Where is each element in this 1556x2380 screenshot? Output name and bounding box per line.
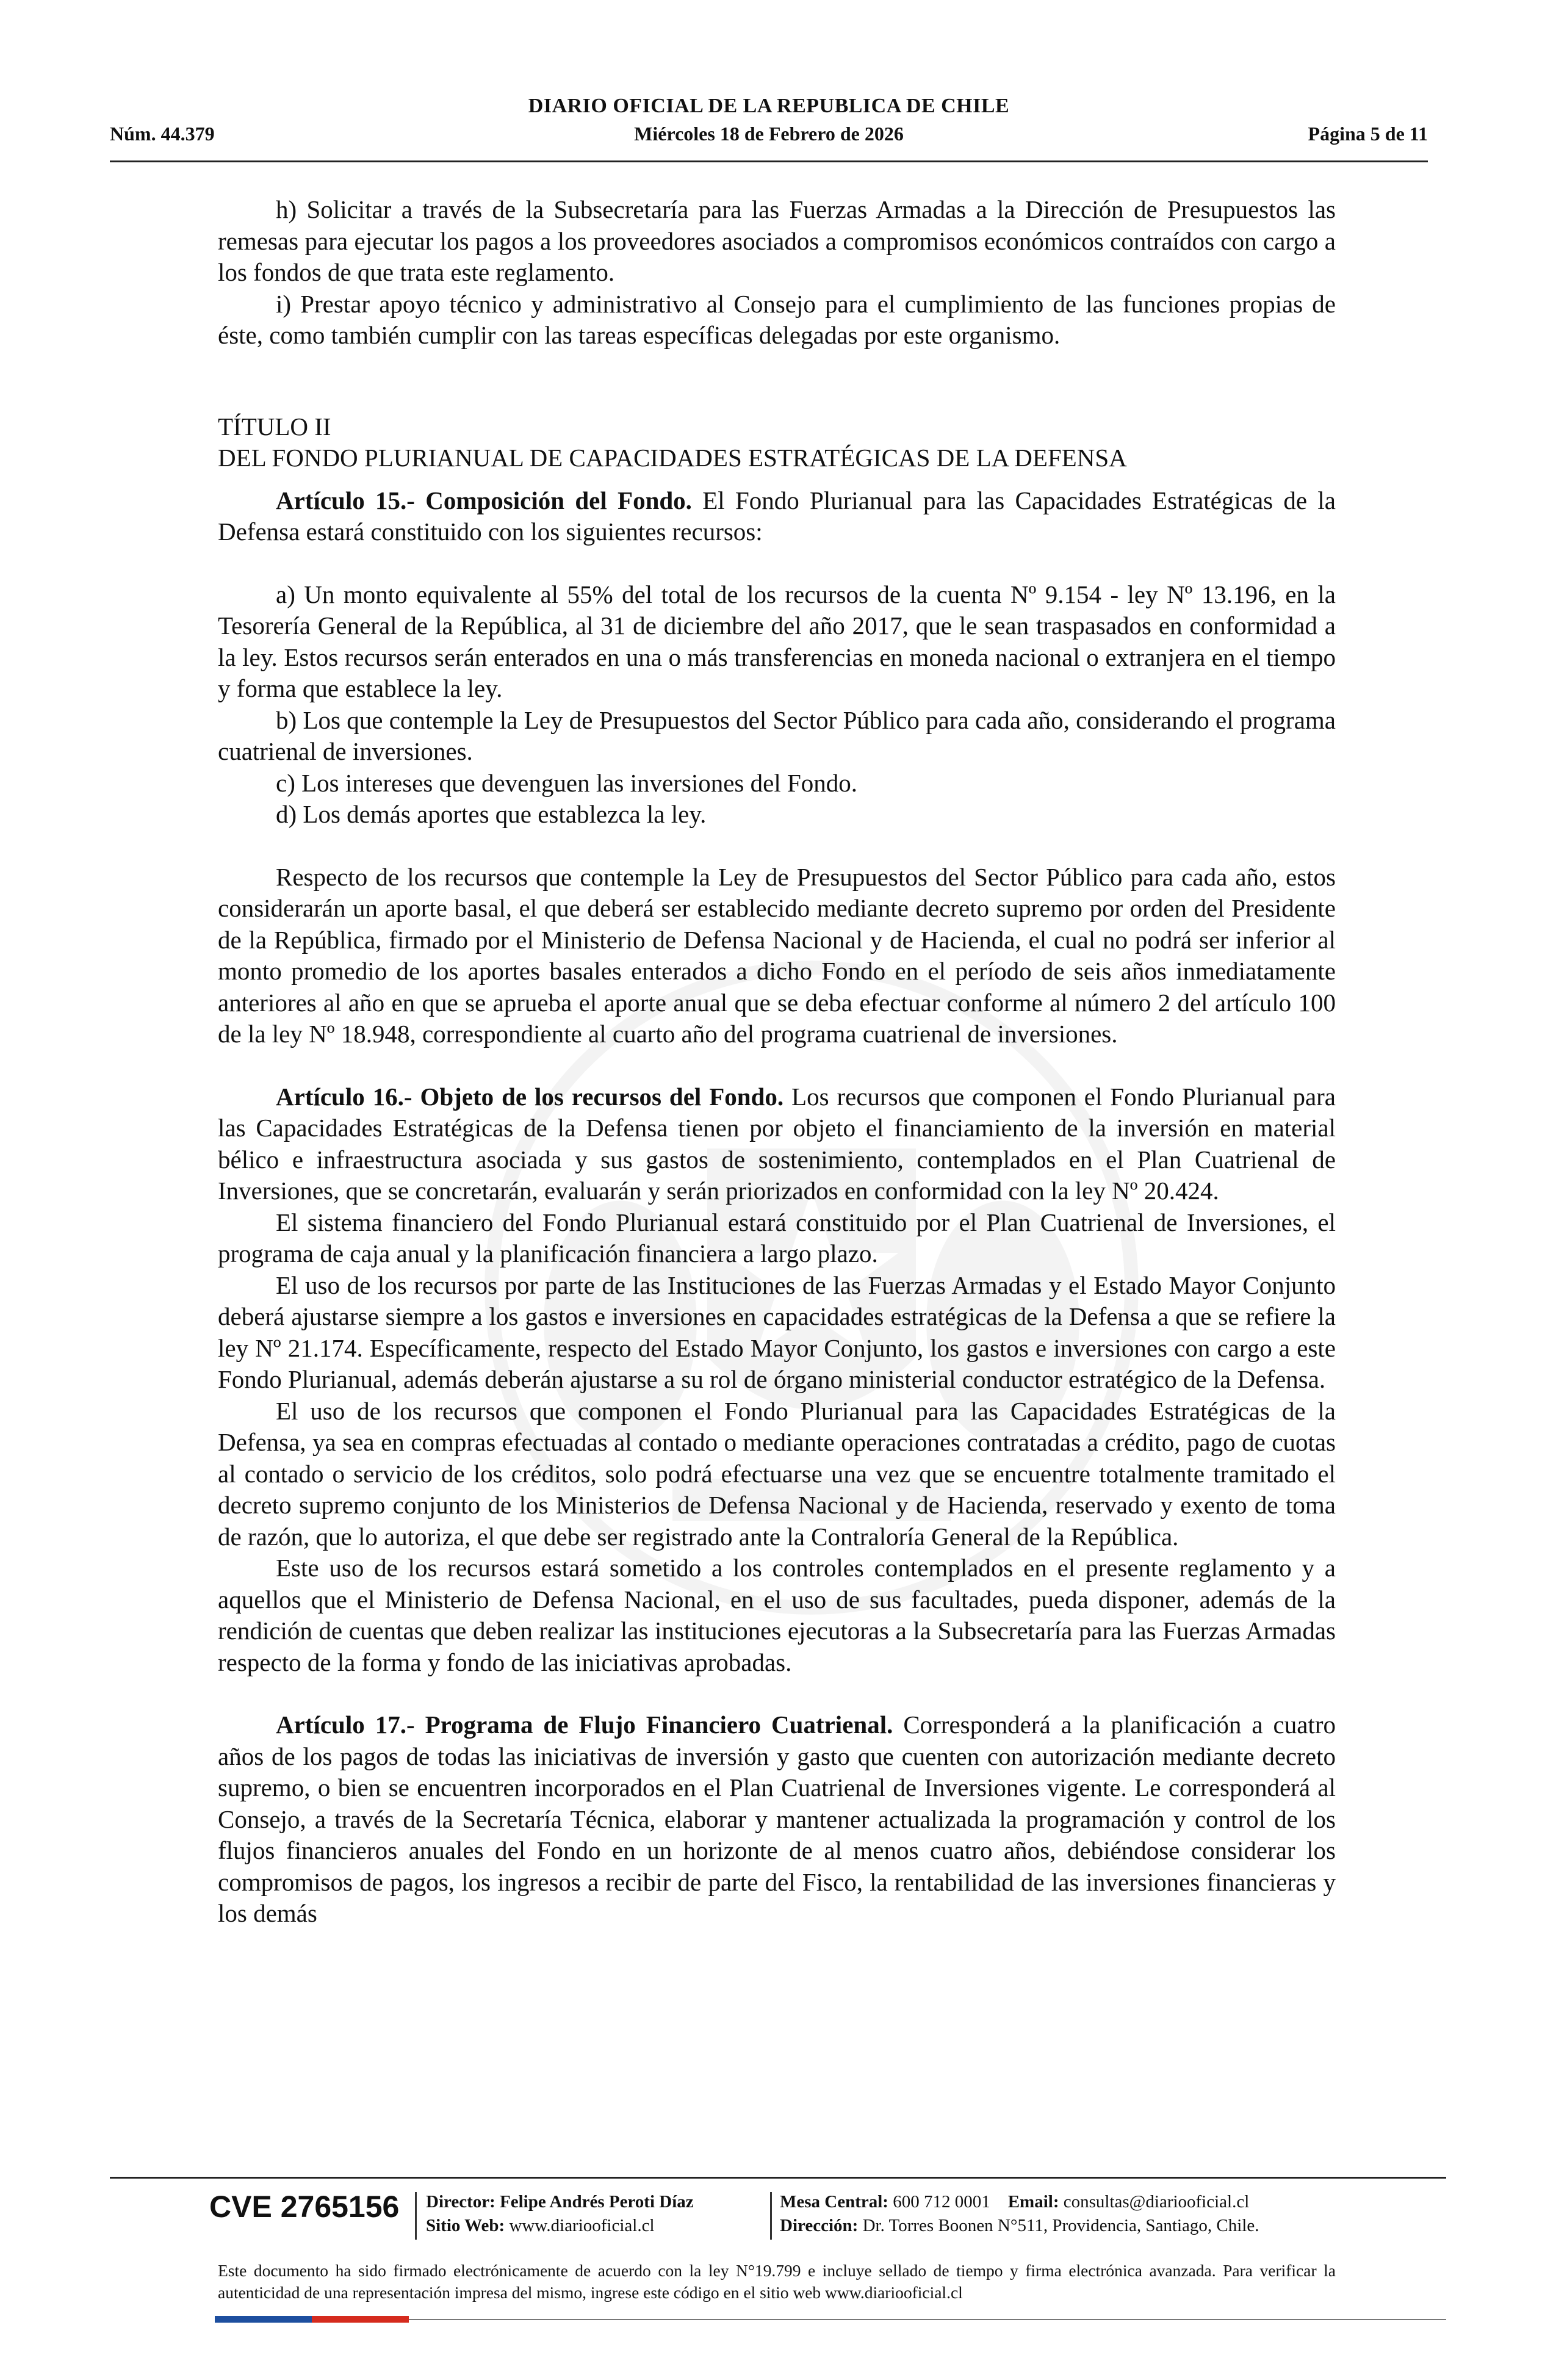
footer-director-block (426, 2190, 694, 2238)
mesa-value: 600 712 0001 (893, 2192, 990, 2212)
page-number: Página 5 de 11 (1308, 123, 1428, 145)
article-16-paragraph-4: El uso de los recursos que componen el Fondo Plurianual para las Capacidades Estratégicas de la Defensa, ya sea en compras efectuadas al contado o mediante operaciones contratadas a crédito, pago de cuotas al contado o servicio de los créditos, solo podrá efectuarse una vez que se encuentre totalmente tramitado el decreto supremo conjunto de los Ministerios de Defensa Nacional y de Hacienda, reservado y exento de toma de razón, que lo autoriza, el que debe ser registrado ante la Contraloría General de la República. (218, 1396, 1336, 1551)
legal-notice: Este documento ha sido firmado electrónicamente de acuerdo con la ley N°19.799 e incluye sellado de tiempo y firma electrónica avanzada. Para verificar la autenticidad de una representación impresa del mismo, ingrese este código en el sitio web www.diariooficial.cl (218, 2261, 1336, 2302)
footer-separator-2 (770, 2192, 772, 2240)
article-16-paragraph-2: El sistema financiero del Fondo Plurianual estará constituido por el Plan Cuatrienal de Inversiones, el programa de caja anual y la planificación financiera a largo plazo. (218, 1208, 1336, 1268)
email-link[interactable]: consultas@diariooficial.cl (1063, 2192, 1250, 2212)
paragraph-h: h) Solicitar a través de la Subsecretaría para las Fuerzas Armadas a la Dirección de Presupuestos las remesas para ejecutar los pagos a los proveedores asociados a compromisos económicos contraídos con cargo a los fondos de que trata este reglamento. (218, 195, 1336, 286)
director-label: Director: (426, 2192, 495, 2212)
cve-code: CVE 2765156 (209, 2190, 400, 2224)
footer-contact-block (780, 2190, 1259, 2238)
web-link[interactable]: www.diariooficial.cl (509, 2216, 655, 2235)
flag-blue-segment (215, 2316, 312, 2323)
article-15-item-a: a) Un monto equivalente al 55% del total de los recursos de la cuenta Nº 9.154 - ley Nº 13.196, en la Tesorería General de la República, al 31 de diciembre del año 2017, que le sean traspasados en conformidad a la ley. Estos recursos serán enterados en una o más transferencias en moneda nacional o extranjera en el tiempo y forma que establece la ley. (218, 580, 1336, 702)
article-17-text: Corresponderá a la planificación a cuatro años de los pagos de todas las iniciativas de inversión y gasto que cuenten con autorización mediante decreto supremo, o bien se encuentren incorporados en el Plan Cuatrienal de Inversiones vigente. Le corresponderá al Consejo, a través de la Secretaría Técnica, elaborar y mantener actualizada la programación y control de los flujos financieros anuales del Fondo en un horizonte de al menos cuatro años, debiéndose considerar los compromisos de pagos, los ingresos a recibir de parte del Fisco, la rentabilidad de las inversiones financieras y los demás (218, 1711, 1336, 1927)
article-15 (218, 485, 1336, 548)
address-label: Dirección: (780, 2216, 859, 2235)
email-label: Email: (1007, 2192, 1059, 2212)
title-heading: TÍTULO II (218, 412, 331, 441)
issue-date: Miércoles 18 de Febrero de 2026 (634, 123, 904, 145)
mesa-label: Mesa Central: (780, 2192, 888, 2212)
newspaper-title: DIARIO OFICIAL DE LA REPUBLICA DE CHILE (528, 95, 1010, 117)
director-name: Felipe Andrés Peroti Díaz (500, 2192, 694, 2212)
article-16 (218, 1081, 1336, 1207)
article-15-heading: Artículo 15.- Composición del Fondo. (276, 486, 692, 514)
article-15-item-c: c) Los intereses que devenguen las inversiones del Fondo. (276, 768, 858, 797)
article-15-respecto: Respecto de los recursos que contemple la Ley de Presupuestos del Sector Público para cada año, estos considerarán un aporte basal, el que deberá ser establecido mediante decreto supremo por orden del Presidente de la República, firmado por el Ministerio de Defensa Nacional y de Hacienda, el cual no podrá ser inferior al monto promedio de los aportes basales enterados a dicho Fondo en el período de seis años inmediatamente anteriores al año en que se aprueba el aporte anual que se deba efectuar conforme al número 2 del artículo 100 de la ley Nº 18.948, correspondiente al cuarto año del programa cuatrienal de inversiones. (218, 862, 1336, 1048)
article-16-heading: Artículo 16.- Objeto de los recursos del Fondo. (276, 1082, 784, 1111)
article-16-text: Los recursos que componen el Fondo Plurianual para las Capacidades Estratégicas de la Defensa tienen por objeto el financiamiento de la inversión en material bélico e infraestructura asociada y sus gastos de sostenimiento, contemplados en el Plan Cuatrienal de Inversiones, que se concretarán, evaluarán y serán priorizados en conformidad con la ley Nº 20.424. (218, 1082, 1336, 1205)
footer-separator-1 (415, 2192, 417, 2240)
article-16-paragraph-3: El uso de los recursos por parte de las Instituciones de las Fuerzas Armadas y el Estado Mayor Conjunto deberá ajustarse siempre a los gastos e inversiones en capacidades estratégicas de la Defensa a que se refiere la ley Nº 21.174. Específicamente, respecto del Estado Mayor Conjunto, los gastos e inversiones con cargo a este Fondo Plurianual, además deberán ajustarse a su rol de órgano ministerial conductor estratégico de la Defensa. (218, 1271, 1336, 1393)
flag-red-segment (312, 2316, 409, 2323)
article-16-paragraph-5: Este uso de los recursos estará sometido a los controles contemplados en el presente reglamento y a aquellos que el Ministerio de Defensa Nacional, en el uso de sus facultades, pueda disponer, además de la rendición de cuentas que deben realizar las instituciones ejecutoras a la Subsecretaría para las Fuerzas Armadas respecto de la forma y fondo de las iniciativas aprobadas. (218, 1554, 1336, 1676)
web-label: Sitio Web: (426, 2216, 505, 2235)
page-header (110, 93, 1428, 162)
footer-bottom-rule (409, 2319, 1446, 2320)
article-15-text: El Fondo Plurianual para las Capacidades Estratégicas de la Defensa estará constituido con los siguientes recursos: (218, 486, 1336, 546)
article-15-item-b: b) Los que contemple la Ley de Presupuestos del Sector Público para cada año, considerando el programa cuatrienal de inversiones. (218, 705, 1336, 765)
article-17-heading: Artículo 17.- Programa de Flujo Financiero Cuatrienal. (276, 1711, 893, 1739)
article-15-item-d: d) Los demás aportes que establezca la ley. (276, 800, 707, 828)
footer-divider (110, 2177, 1446, 2179)
title-subheading: DEL FONDO PLURIANUAL DE CAPACIDADES ESTRATÉGICAS DE LA DEFENSA (218, 444, 1127, 472)
article-17 (218, 1709, 1336, 1930)
address-value: Dr. Torres Boonen N°511, Providencia, Santiago, Chile. (862, 2216, 1259, 2235)
issue-number: Núm. 44.379 (110, 123, 215, 145)
chile-flag-bar (215, 2316, 409, 2323)
document-body (218, 194, 1336, 1930)
paragraph-i: i) Prestar apoyo técnico y administrativo al Consejo para el cumplimiento de las funciones propias de éste, como también cumplir con las tareas específicas delegadas por este organismo. (218, 289, 1336, 349)
